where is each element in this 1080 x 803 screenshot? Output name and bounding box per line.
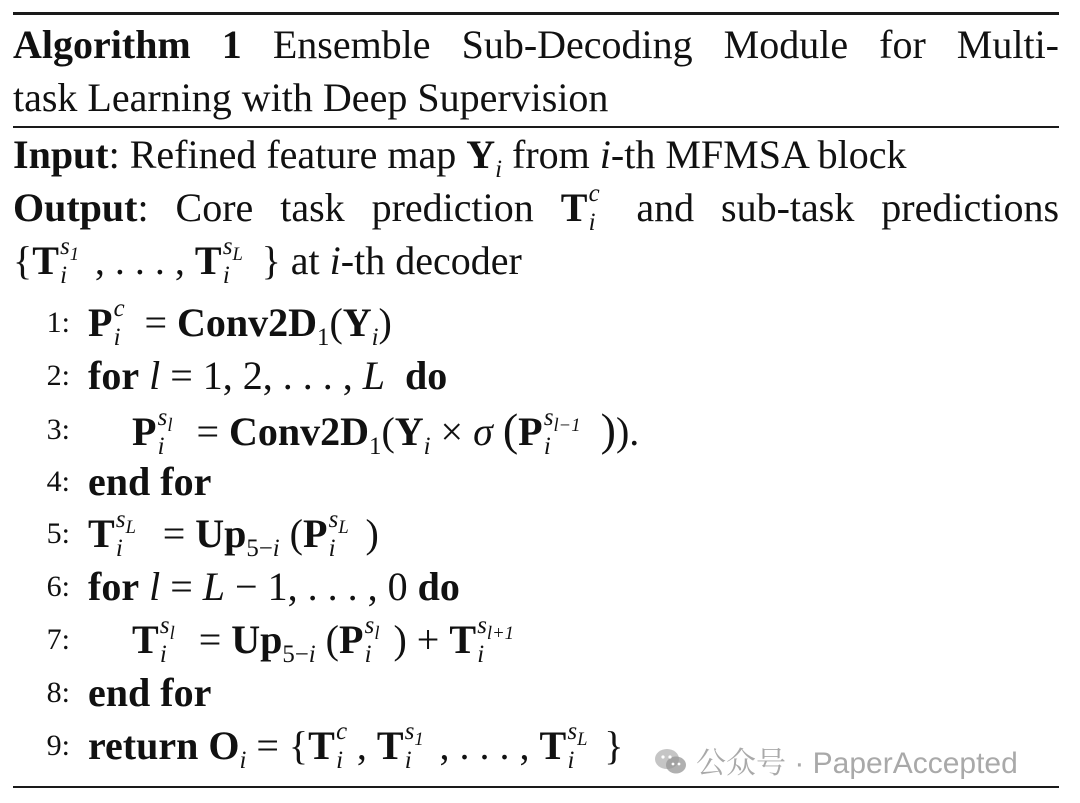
step-7-code: T $s_l$ i = $Up_{5-i}$ (P $s_l$ i ) + T $s_{l+1}$ i xyxy=(132,612,514,669)
step-3-code: P $s_l$ i = $Conv2D_1(Y_i \times \sigma$ (P $s_{l-1}$ i )). xyxy=(132,404,640,461)
line-number: 4: xyxy=(46,465,70,498)
step-2-code: for l = 1, 2, . . . , L do xyxy=(88,353,448,398)
algorithm-caption-line-1 xyxy=(13,18,1059,71)
top-rule xyxy=(13,12,1059,15)
input-text-3: -th MFMSA block xyxy=(610,132,907,177)
keyword-end-for: end for xyxy=(88,670,212,715)
input-text-1: : Refined feature map xyxy=(108,132,457,177)
step-1-code: P c i = $Conv2D_1(Y_i)$ xyxy=(88,295,392,352)
line-number: 8: xyxy=(46,676,70,709)
conv-op: Conv2D xyxy=(177,300,318,345)
line-number: 9: xyxy=(46,729,70,762)
input-line: Input: Refined feature map $Y_i$ from i-th MFMSA block xyxy=(13,132,907,183)
algorithm-title-1: Ensemble Sub-Decoding Module for Multi- xyxy=(272,22,1060,67)
line-number: 5: xyxy=(46,517,70,550)
up-op: Up xyxy=(195,511,247,556)
line-number: 1: xyxy=(46,306,70,339)
keyword-do: do xyxy=(417,564,460,609)
algorithm-label: Algorithm 1 xyxy=(13,22,242,67)
keyword-return: return xyxy=(88,723,199,768)
up-op: Up xyxy=(231,617,283,662)
wechat-icon xyxy=(654,747,688,777)
line-number: 3: xyxy=(46,413,70,446)
line-number: 7: xyxy=(46,623,70,656)
line-number: 2: xyxy=(46,359,70,392)
step-9-code: return $O_i = \{T$ c i , T $s_1$ i , . . . , T $s_L$ i } xyxy=(88,718,624,775)
input-text-2: from xyxy=(512,132,590,177)
output-text-1: : Core task prediction xyxy=(137,185,534,230)
algorithm-title-2: task Learning with Deep Supervision xyxy=(13,75,609,120)
input-label: Input xyxy=(13,132,109,177)
output-line-2: {T $s_1$ i , . . . , T $s_L$ i } at i-th decoder xyxy=(13,233,522,290)
step-4-code xyxy=(88,455,211,508)
step-5-code: T $s_L$ i = $Up_{5-i}$ (P $s_L$ i ) xyxy=(88,506,379,563)
keyword-for: for xyxy=(88,564,140,609)
keyword-end-for: end for xyxy=(88,459,212,504)
keyword-for: for xyxy=(88,353,140,398)
keyword-do: do xyxy=(405,353,448,398)
step-6-code: for l = L − 1, . . . , 0 do xyxy=(88,564,460,609)
algorithm-caption-line-2 xyxy=(13,71,1059,124)
conv-op: Conv2D xyxy=(229,409,370,454)
watermark-text: 公众号 · PaperAccepted xyxy=(696,747,1018,780)
output-label: Output xyxy=(13,185,138,230)
output-text-3: at xyxy=(290,238,320,283)
bottom-rule xyxy=(13,786,1059,788)
line-number: 6: xyxy=(46,570,70,603)
output-line-1: Output: Core task prediction T c i and sub-task predictions xyxy=(13,180,1060,237)
step-8-code xyxy=(88,666,211,719)
output-text-2: and sub-task predictions xyxy=(636,185,1060,230)
output-text-4: -th decoder xyxy=(340,238,522,283)
watermark xyxy=(654,738,1018,782)
